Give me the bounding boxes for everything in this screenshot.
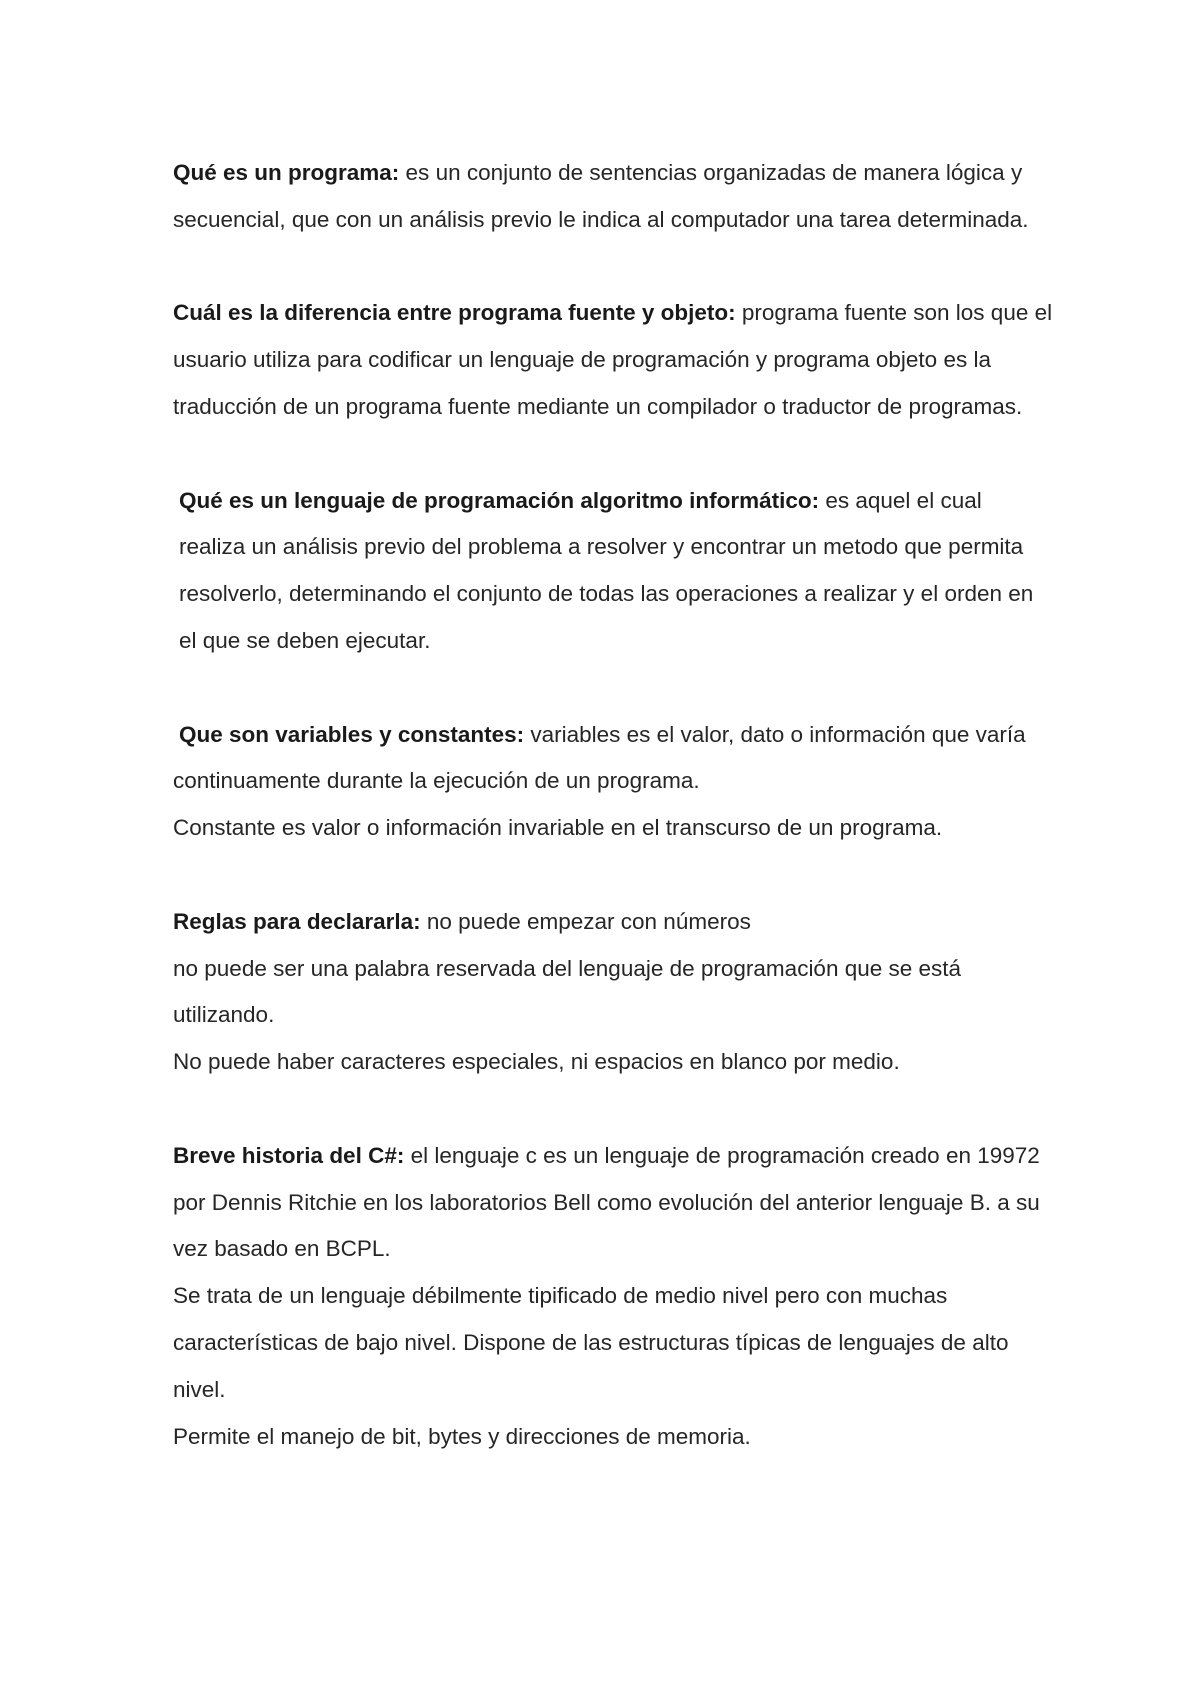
paragraph <box>173 899 1053 946</box>
paragraph: Se trata de un lenguaje débilmente tipificado de medio nivel pero con muchas características de bajo nivel. Dispone de las estructuras típicas de lenguajes de alto nivel. <box>173 1283 1009 1402</box>
paragraph <box>173 478 1053 665</box>
paragraph <box>173 1133 1053 1273</box>
section-historia-c <box>173 1133 1053 1461</box>
section-reglas <box>173 899 1053 1086</box>
section-heading: Que son variables y constantes: <box>179 721 525 747</box>
section-lenguaje-programacion <box>173 478 1053 665</box>
paragraph <box>173 150 1053 244</box>
section-heading: Qué es un lenguaje de programación algoritmo informático: <box>179 487 820 513</box>
section-heading: Cuál es la diferencia entre programa fuente y objeto: <box>173 300 736 326</box>
section-text: es aquel el cual realiza un análisis previo del problema a resolver y encontrar un metodo que permita resolverlo, determinando el conjunto de todas las operaciones a realizar y el orden en el que se deben ejecutar. <box>179 487 1034 653</box>
section-heading: Reglas para declararla: <box>173 908 421 934</box>
paragraph: Constante es valor o información invariable en el transcurso de un programa. <box>173 815 943 841</box>
section-text: el lenguaje c es un lenguaje de programación creado en 19972 por Dennis Ritchie en los laboratorios Bell como evolución del anterior lenguaje B. a su vez basado en BCPL. <box>173 1142 1040 1262</box>
paragraph: no puede ser una palabra reservada del lenguaje de programación que se está utilizando. <box>173 955 962 1028</box>
section-heading: Qué es un programa: <box>173 160 400 185</box>
section-text: programa fuente son los que el usuario utiliza para codificar un lenguaje de programación y programa objeto es la traducción de un programa fuente mediante un compilador o traductor de programas. <box>173 300 1053 419</box>
section-text: no puede empezar con números <box>420 908 751 934</box>
section-variables-constantes <box>173 712 1053 852</box>
section-heading: Breve historia del C#: <box>173 1142 405 1168</box>
paragraph: Permite el manejo de bit, bytes y direcciones de memoria. <box>173 1423 751 1449</box>
section-fuente-objeto <box>173 290 1053 430</box>
document-body <box>173 150 1053 1507</box>
section-text: variables es el valor, dato o información que varía continuamente durante la ejecución de un programa. <box>173 721 1026 794</box>
section-programa <box>173 150 1053 244</box>
paragraph: No puede haber caracteres especiales, ni espacios en blanco por medio. <box>173 1049 900 1075</box>
paragraph <box>173 290 1053 430</box>
paragraph <box>173 712 1053 806</box>
section-text: es un conjunto de sentencias organizadas de manera lógica y secuencial, que con un análisis previo le indica al computador una tarea determinada. <box>173 160 1029 232</box>
